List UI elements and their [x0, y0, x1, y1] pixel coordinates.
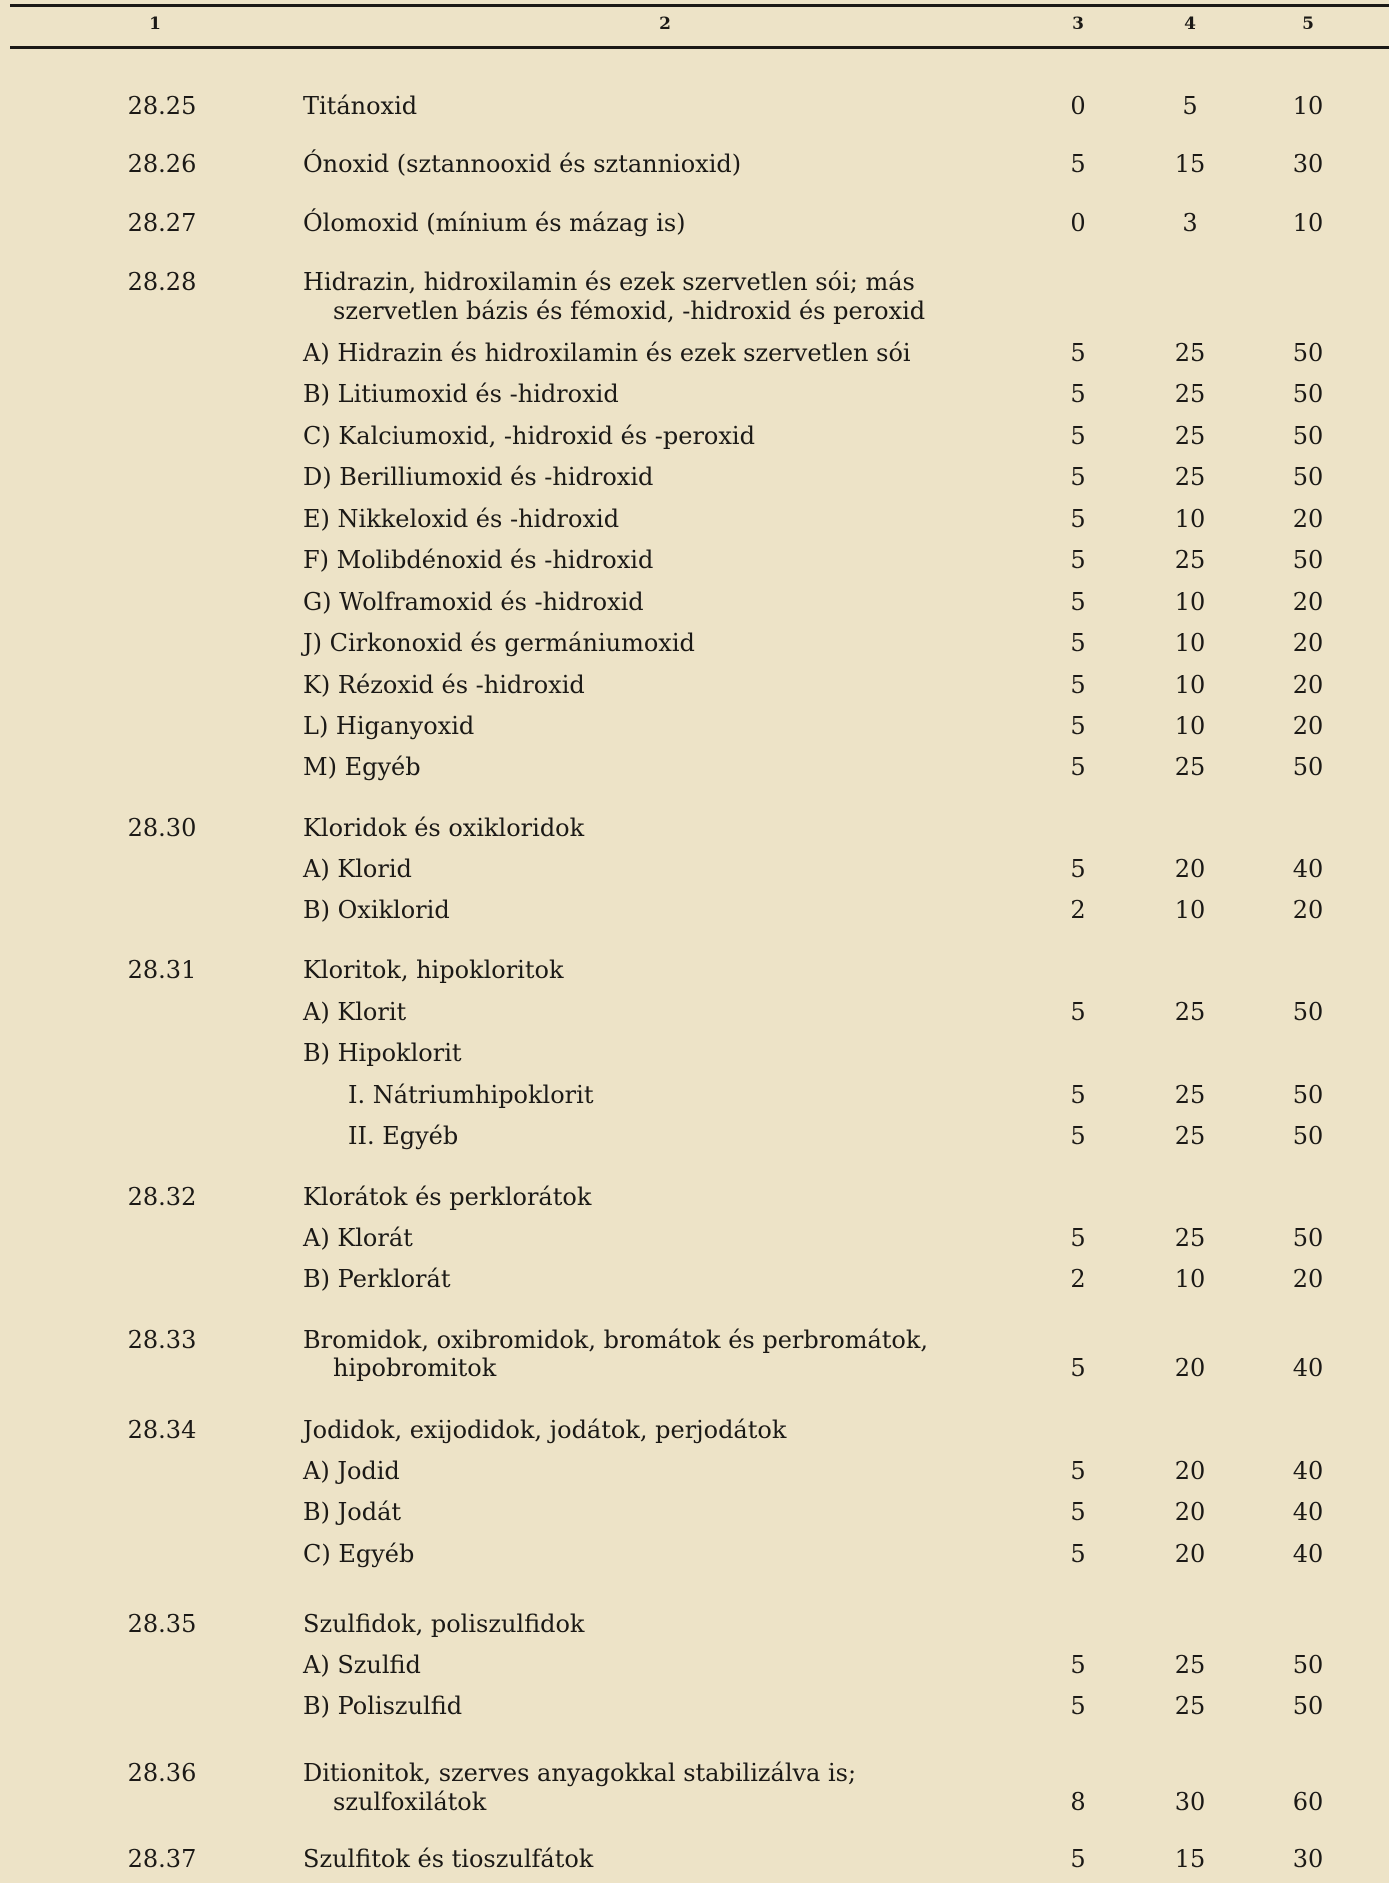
- tariff-description: F) Molibdénoxid és -hidroxid: [303, 546, 654, 574]
- rate-col4: 10: [1174, 629, 1206, 657]
- header-rule: [10, 46, 1389, 49]
- rate-col4: 10: [1174, 671, 1206, 699]
- table-row: [0, 1122, 1389, 1158]
- rate-col5: 20: [1292, 1265, 1324, 1293]
- column-header-1: 1: [149, 14, 161, 34]
- table-row: [0, 1224, 1389, 1260]
- rate-col3: 5: [1070, 671, 1086, 699]
- rate-col3: 0: [1070, 209, 1086, 237]
- rate-col3: 5: [1070, 1457, 1086, 1485]
- rate-col3: 5: [1070, 422, 1086, 450]
- rate-col3: 5: [1070, 1354, 1086, 1382]
- rate-col4: 25: [1174, 1122, 1206, 1150]
- rate-col5: 40: [1292, 1457, 1324, 1485]
- rate-col3: 0: [1070, 92, 1086, 120]
- tariff-code: 28.25: [127, 92, 197, 120]
- rate-col5: 50: [1292, 1122, 1324, 1150]
- rate-col3: 5: [1070, 1540, 1086, 1568]
- table-row: [0, 1183, 1389, 1219]
- tariff-description: Ónoxid (sztannooxid és sztannioxid): [303, 150, 742, 178]
- rate-col4: 5: [1182, 92, 1198, 120]
- tariff-code: 28.37: [127, 1845, 197, 1873]
- tariff-description: E) Nikkeloxid és -hidroxid: [303, 505, 620, 533]
- rate-col4: 15: [1174, 150, 1206, 178]
- rate-col3: 5: [1070, 1081, 1086, 1109]
- rate-col3: 5: [1070, 998, 1086, 1026]
- rate-col5: 60: [1292, 1788, 1324, 1816]
- table-row: [0, 505, 1389, 541]
- tariff-description: Szulfidok, poliszulfidok: [303, 1610, 585, 1638]
- table-row: [0, 92, 1389, 128]
- table-row: [0, 1540, 1389, 1576]
- table-row: [0, 1692, 1389, 1728]
- rate-col3: 5: [1070, 712, 1086, 740]
- rate-col5: 20: [1292, 629, 1324, 657]
- tariff-description: Kloridok és oxikloridok: [303, 814, 585, 842]
- tariff-code: 28.31: [127, 956, 197, 984]
- tariff-description: C) Kalciumoxid, -hidroxid és -peroxid: [303, 422, 755, 450]
- rate-col5: 10: [1292, 92, 1324, 120]
- tariff-description: D) Berilliumoxid és -hidroxid: [303, 463, 654, 491]
- rate-col5: 50: [1292, 1692, 1324, 1720]
- tariff-description: Szulfitok és tioszulfátok: [303, 1845, 594, 1873]
- rate-col5: 50: [1292, 339, 1324, 367]
- rate-col3: 5: [1070, 1651, 1086, 1679]
- column-header-5: 5: [1302, 14, 1314, 34]
- rate-col5: 50: [1292, 998, 1324, 1026]
- rate-col3: 5: [1070, 505, 1086, 533]
- tariff-description: hipobromitok: [333, 1354, 497, 1382]
- tariff-description: Titánoxid: [303, 92, 418, 120]
- table-row: [0, 998, 1389, 1034]
- tariff-description: A) Klorát: [303, 1224, 413, 1252]
- table-row: [0, 1416, 1389, 1452]
- table-row: [0, 855, 1389, 891]
- rate-col3: 5: [1070, 1498, 1086, 1526]
- rate-col4: 10: [1174, 1265, 1206, 1293]
- tariff-description: K) Rézoxid és -hidroxid: [303, 671, 585, 699]
- tariff-code: 28.30: [127, 814, 197, 842]
- tariff-description: B) Jodát: [303, 1498, 402, 1526]
- rate-col4: 10: [1174, 896, 1206, 924]
- tariff-description: Jodidok, exijodidok, jodátok, perjodátok: [303, 1416, 787, 1444]
- rate-col3: 5: [1070, 150, 1086, 178]
- tariff-description: Klorátok és perklorátok: [303, 1183, 592, 1211]
- rate-col5: 20: [1292, 505, 1324, 533]
- table-row: [0, 1457, 1389, 1493]
- table-row: [0, 150, 1389, 186]
- table-row: [0, 1498, 1389, 1534]
- rate-col3: 5: [1070, 1224, 1086, 1252]
- rate-col4: 25: [1174, 1692, 1206, 1720]
- rate-col5: 30: [1292, 1845, 1324, 1873]
- tariff-description: A) Hidrazin és hidroxilamin és ezek szervetlen sói: [303, 339, 911, 367]
- rate-col4: 15: [1174, 1845, 1206, 1873]
- table-row: [0, 1039, 1389, 1075]
- table-row: [0, 297, 1389, 333]
- tariff-code: 28.28: [127, 268, 197, 296]
- tariff-code: 28.26: [127, 150, 197, 178]
- rate-col4: 10: [1174, 505, 1206, 533]
- rate-col5: 20: [1292, 712, 1324, 740]
- rate-col5: 10: [1292, 209, 1324, 237]
- table-row: [0, 629, 1389, 665]
- table-row: [0, 380, 1389, 416]
- rate-col4: 25: [1174, 998, 1206, 1026]
- table-row: [0, 1354, 1389, 1390]
- rate-col4: 25: [1174, 1224, 1206, 1252]
- rate-col5: 40: [1292, 1498, 1324, 1526]
- tariff-code: 28.33: [127, 1326, 197, 1354]
- table-row: [0, 671, 1389, 707]
- table-row: [0, 463, 1389, 499]
- table-row: [0, 1265, 1389, 1301]
- rate-col3: 5: [1070, 629, 1086, 657]
- rate-col5: 20: [1292, 896, 1324, 924]
- tariff-code: 28.32: [127, 1183, 197, 1211]
- table-row: [0, 1845, 1389, 1881]
- tariff-code: 28.27: [127, 209, 197, 237]
- tariff-code: 28.36: [127, 1759, 197, 1787]
- table-row: [0, 422, 1389, 458]
- rate-col5: 50: [1292, 546, 1324, 574]
- tariff-description: szervetlen bázis és fémoxid, -hidroxid és peroxid: [333, 297, 926, 325]
- rate-col4: 20: [1174, 855, 1206, 883]
- rate-col5: 30: [1292, 150, 1324, 178]
- rate-col3: 8: [1070, 1788, 1086, 1816]
- rate-col3: 5: [1070, 588, 1086, 616]
- table-row: [0, 1651, 1389, 1687]
- rate-col5: 40: [1292, 1354, 1324, 1382]
- tariff-description: B) Litiumoxid és -hidroxid: [303, 380, 619, 408]
- rate-col3: 2: [1070, 1265, 1086, 1293]
- table-row: [0, 588, 1389, 624]
- table-row: [0, 814, 1389, 850]
- rate-col3: 5: [1070, 753, 1086, 781]
- rate-col3: 5: [1070, 339, 1086, 367]
- rate-col5: 50: [1292, 422, 1324, 450]
- tariff-description: A) Szulfid: [303, 1651, 421, 1679]
- rate-col5: 20: [1292, 588, 1324, 616]
- tariff-description: I. Nátriumhipoklorit: [348, 1081, 594, 1109]
- rate-col5: 20: [1292, 671, 1324, 699]
- rate-col5: 50: [1292, 1224, 1324, 1252]
- tariff-description: B) Hipoklorit: [303, 1039, 462, 1067]
- tariff-description: Ditionitok, szerves anyagokkal stabilizálva is;: [303, 1759, 857, 1787]
- tariff-description: A) Jodid: [303, 1457, 400, 1485]
- rate-col5: 50: [1292, 753, 1324, 781]
- tariff-description: B) Oxiklorid: [303, 896, 450, 924]
- table-row: [0, 896, 1389, 932]
- tariff-description: C) Egyéb: [303, 1540, 415, 1568]
- tariff-description: szulfoxilátok: [333, 1788, 487, 1816]
- tariff-description: M) Egyéb: [303, 753, 421, 781]
- rate-col3: 5: [1070, 855, 1086, 883]
- tariff-description: J) Cirkonoxid és germániumoxid: [303, 629, 695, 657]
- table-row: [0, 753, 1389, 789]
- rate-col3: 5: [1070, 1692, 1086, 1720]
- rate-col4: 25: [1174, 380, 1206, 408]
- table-row: [0, 1788, 1389, 1824]
- tariff-description: Kloritok, hipokloritok: [303, 956, 564, 984]
- tariff-description: G) Wolframoxid és -hidroxid: [303, 588, 644, 616]
- rate-col4: 20: [1174, 1498, 1206, 1526]
- tariff-description: A) Klorit: [303, 998, 407, 1026]
- rate-col5: 50: [1292, 1081, 1324, 1109]
- rate-col3: 5: [1070, 546, 1086, 574]
- rate-col3: 5: [1070, 380, 1086, 408]
- rate-col4: 20: [1174, 1540, 1206, 1568]
- tariff-code: 28.34: [127, 1416, 197, 1444]
- rate-col4: 20: [1174, 1457, 1206, 1485]
- table-row: [0, 1610, 1389, 1646]
- table-row: [0, 339, 1389, 375]
- column-header-4: 4: [1184, 14, 1196, 34]
- table-row: [0, 712, 1389, 748]
- rate-col4: 10: [1174, 588, 1206, 616]
- column-header-3: 3: [1072, 14, 1084, 34]
- tariff-description: B) Perklorát: [303, 1265, 451, 1293]
- table-row: [0, 1081, 1389, 1117]
- rate-col3: 5: [1070, 463, 1086, 491]
- rate-col4: 25: [1174, 1081, 1206, 1109]
- rate-col3: 2: [1070, 896, 1086, 924]
- rate-col5: 40: [1292, 855, 1324, 883]
- column-header-2: 2: [659, 14, 671, 34]
- table-row: [0, 209, 1389, 245]
- table-row: [0, 546, 1389, 582]
- rate-col4: 30: [1174, 1788, 1206, 1816]
- tariff-description: Ólomoxid (mínium és mázag is): [303, 209, 686, 237]
- tariff-description: B) Poliszulfid: [303, 1692, 463, 1720]
- rate-col4: 3: [1182, 209, 1198, 237]
- rate-col4: 25: [1174, 463, 1206, 491]
- rate-col5: 50: [1292, 463, 1324, 491]
- rate-col5: 50: [1292, 380, 1324, 408]
- tariff-description: Hidrazin, hidroxilamin és ezek szervetlen sói; más: [303, 268, 915, 296]
- rate-col3: 5: [1070, 1845, 1086, 1873]
- rate-col4: 20: [1174, 1354, 1206, 1382]
- tariff-description: A) Klorid: [303, 855, 412, 883]
- tariff-description: L) Higanyoxid: [303, 712, 475, 740]
- rate-col4: 25: [1174, 422, 1206, 450]
- rate-col5: 40: [1292, 1540, 1324, 1568]
- rate-col5: 50: [1292, 1651, 1324, 1679]
- tariff-description: II. Egyéb: [348, 1122, 459, 1150]
- tariff-description: Bromidok, oxibromidok, bromátok és perbromátok,: [303, 1326, 929, 1354]
- rate-col4: 10: [1174, 712, 1206, 740]
- table-row: [0, 956, 1389, 992]
- rate-col4: 25: [1174, 1651, 1206, 1679]
- rate-col4: 25: [1174, 753, 1206, 781]
- top-rule: [10, 4, 1389, 7]
- rate-col4: 25: [1174, 546, 1206, 574]
- rate-col3: 5: [1070, 1122, 1086, 1150]
- tariff-code: 28.35: [127, 1610, 197, 1638]
- rate-col4: 25: [1174, 339, 1206, 367]
